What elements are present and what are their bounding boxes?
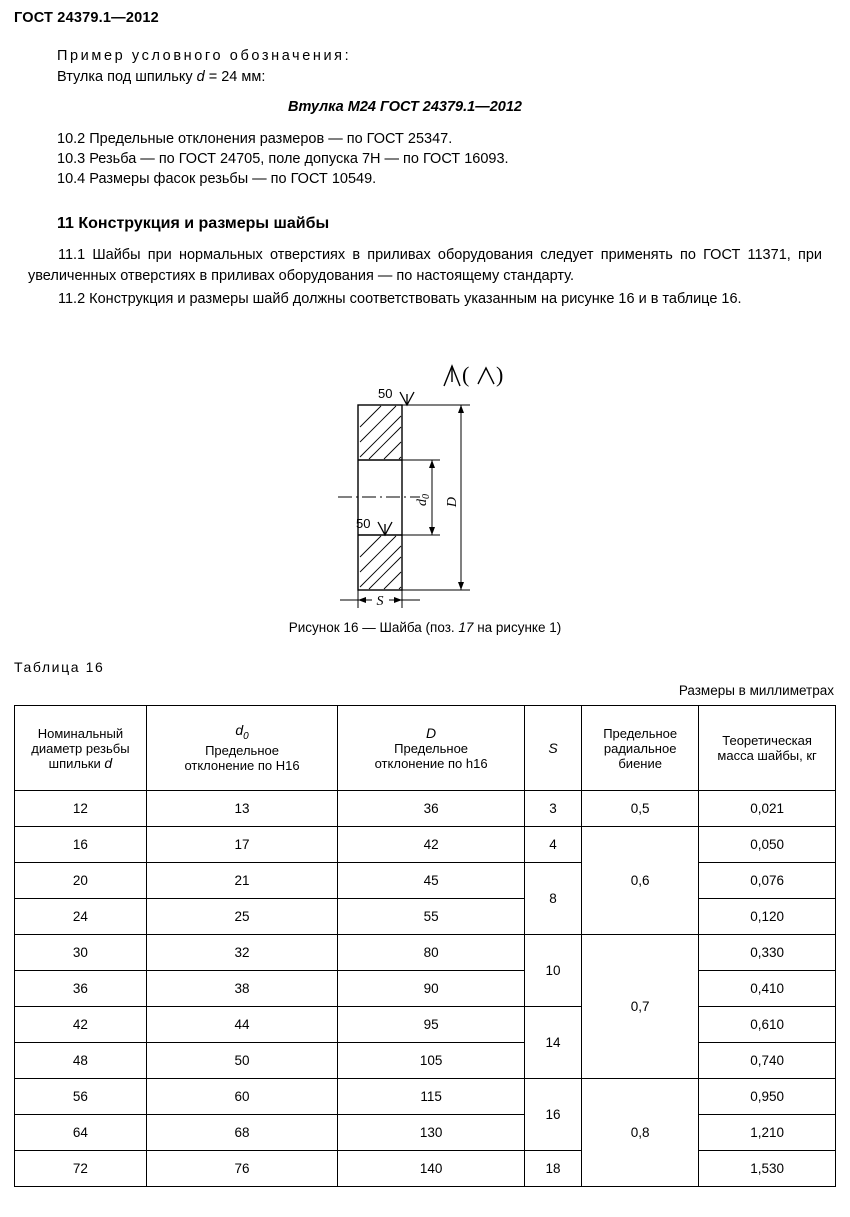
cell-theoretical-mass: 0,610	[699, 1007, 836, 1043]
table-row	[15, 935, 836, 971]
cell-theoretical-mass: 1,530	[699, 1151, 836, 1187]
cell-nominal-diameter: 20	[15, 863, 147, 899]
cell-d0: 32	[146, 935, 337, 971]
clause-10-4: 10.4 Размеры фасок резьбы — по ГОСТ 10549.	[57, 171, 377, 187]
cell-d0: 17	[146, 827, 337, 863]
table-body	[15, 791, 836, 1187]
figure-caption-pos: 17	[458, 620, 474, 635]
example-line: Втулка под шпильку d = 24 мм:	[57, 69, 266, 85]
cell-radial-runout: 0,7	[582, 935, 699, 1079]
cell-D: 42	[338, 827, 525, 863]
roughness-inner-value: 50	[356, 516, 371, 531]
cell-radial-runout: 0,6	[582, 827, 699, 935]
table-row	[15, 1043, 836, 1079]
table-row	[15, 863, 836, 899]
cell-D: 115	[338, 1079, 525, 1115]
cell-d0: 13	[146, 791, 337, 827]
cell-S: 4	[524, 827, 581, 863]
cell-D: 105	[338, 1043, 525, 1079]
table-row	[15, 1115, 836, 1151]
dimension-S-label: S	[376, 594, 384, 609]
cell-theoretical-mass: 1,210	[699, 1115, 836, 1151]
example-title: Пример условного обозначения:	[57, 48, 352, 64]
table-units-note: Размеры в миллиметрах	[678, 683, 834, 698]
table-row	[15, 1007, 836, 1043]
cell-S: 10	[524, 935, 581, 1007]
cell-theoretical-mass: 0,410	[699, 971, 836, 1007]
washer-drawing	[0, 350, 850, 650]
cell-radial-runout: 0,8	[582, 1079, 699, 1187]
roughness-top-value: 50	[378, 386, 393, 401]
roughness-paren-open: (	[462, 362, 470, 387]
cell-S: 14	[524, 1007, 581, 1079]
dimension-d0-label: $d_0$	[415, 494, 432, 506]
cell-D: 95	[338, 1007, 525, 1043]
cell-S: 16	[524, 1079, 581, 1151]
cell-D: 36	[338, 791, 525, 827]
cell-nominal-diameter: 16	[15, 827, 147, 863]
figure-caption-prefix: Рисунок 16 — Шайба (поз.	[288, 620, 459, 635]
dimension-D-label: D	[445, 496, 460, 508]
cell-nominal-diameter: 42	[15, 1007, 147, 1043]
cell-D: 130	[338, 1115, 525, 1151]
figure-caption-suffix: на рисунке 1)	[473, 620, 562, 635]
cell-radial-runout: 0,5	[582, 791, 699, 827]
roughness-paren-close: )	[496, 362, 504, 387]
cell-d0: 25	[146, 899, 337, 935]
cell-S: 3	[524, 791, 581, 827]
cell-d0: 76	[146, 1151, 337, 1187]
cell-d0: 38	[146, 971, 337, 1007]
paragraph-11-2: 11.2 Конструкция и размеры шайб должны соответствовать указанным на рисунке 16 и в таблице 16.	[58, 291, 742, 307]
cell-theoretical-mass: 0,076	[699, 863, 836, 899]
header-nominal-diameter: Номинальный диаметр резьбы шпильки d	[15, 706, 147, 791]
cell-d0: 60	[146, 1079, 337, 1115]
cell-d0: 50	[146, 1043, 337, 1079]
figure-16	[0, 350, 850, 650]
table-row	[15, 971, 836, 1007]
cell-S: 18	[524, 1151, 581, 1187]
header-sym-d: d	[104, 754, 113, 771]
table-row	[15, 1151, 836, 1187]
table-row	[15, 827, 836, 863]
cell-D: 80	[338, 935, 525, 971]
table-header-row	[15, 706, 836, 791]
cell-nominal-diameter: 30	[15, 935, 147, 971]
header-sym-d0: $d_0$	[235, 721, 249, 742]
cell-theoretical-mass: 0,330	[699, 935, 836, 971]
cell-nominal-diameter: 64	[15, 1115, 147, 1151]
header-radial-runout: Предельное радиальное биение	[582, 706, 699, 791]
cell-nominal-diameter: 12	[15, 791, 147, 827]
cell-theoretical-mass: 0,950	[699, 1079, 836, 1115]
clause-10-2: 10.2 Предельные отклонения размеров — по ГОСТ 25347.	[57, 131, 453, 147]
cell-theoretical-mass: 0,740	[699, 1043, 836, 1079]
table-label: Таблица 16	[14, 659, 105, 675]
clause-10-3: 10.3 Резьба — по ГОСТ 24705, поле допуска 7Н — по ГОСТ 16093.	[57, 151, 509, 167]
cell-D: 140	[338, 1151, 525, 1187]
cell-D: 55	[338, 899, 525, 935]
header-d0: $d_0$ Предельное отклонение по Н16	[146, 706, 337, 791]
header-sym-S: S	[548, 739, 558, 756]
table-row	[15, 1079, 836, 1115]
cell-nominal-diameter: 36	[15, 971, 147, 1007]
cell-S: 8	[524, 863, 581, 935]
standard-header: ГОСТ 24379.1—2012	[14, 10, 159, 26]
washer-dimensions-table	[14, 705, 836, 1187]
cell-nominal-diameter: 48	[15, 1043, 147, 1079]
text-body	[14, 48, 836, 312]
cell-D: 90	[338, 971, 525, 1007]
cell-nominal-diameter: 72	[15, 1151, 147, 1187]
figure-caption	[0, 620, 850, 635]
cell-theoretical-mass: 0,050	[699, 827, 836, 863]
cell-d0: 21	[146, 863, 337, 899]
paragraph-11-1: 11.1 Шайбы при нормальных отверстиях в приливах оборудования следует применять по ГОСТ 11371, при увеличенных отверстиях в приливах оборудования — по настоящему стандарту.	[28, 247, 822, 284]
example-designation: Втулка М24 ГОСТ 24379.1—2012	[288, 99, 522, 115]
header-D: D Предельное отклонение по h16	[338, 706, 525, 791]
header-sym-D: D	[426, 724, 437, 741]
table-row	[15, 899, 836, 935]
header-theoretical-mass: Теоретическая масса шайбы, кг	[699, 706, 836, 791]
table-row	[15, 791, 836, 827]
cell-d0: 68	[146, 1115, 337, 1151]
cell-nominal-diameter: 24	[15, 899, 147, 935]
cell-theoretical-mass: 0,021	[699, 791, 836, 827]
cell-theoretical-mass: 0,120	[699, 899, 836, 935]
cell-D: 45	[338, 863, 525, 899]
header-S	[524, 706, 581, 791]
cell-d0: 44	[146, 1007, 337, 1043]
cell-nominal-diameter: 56	[15, 1079, 147, 1115]
section-title-11: 11 Конструкция и размеры шайбы	[57, 215, 330, 232]
